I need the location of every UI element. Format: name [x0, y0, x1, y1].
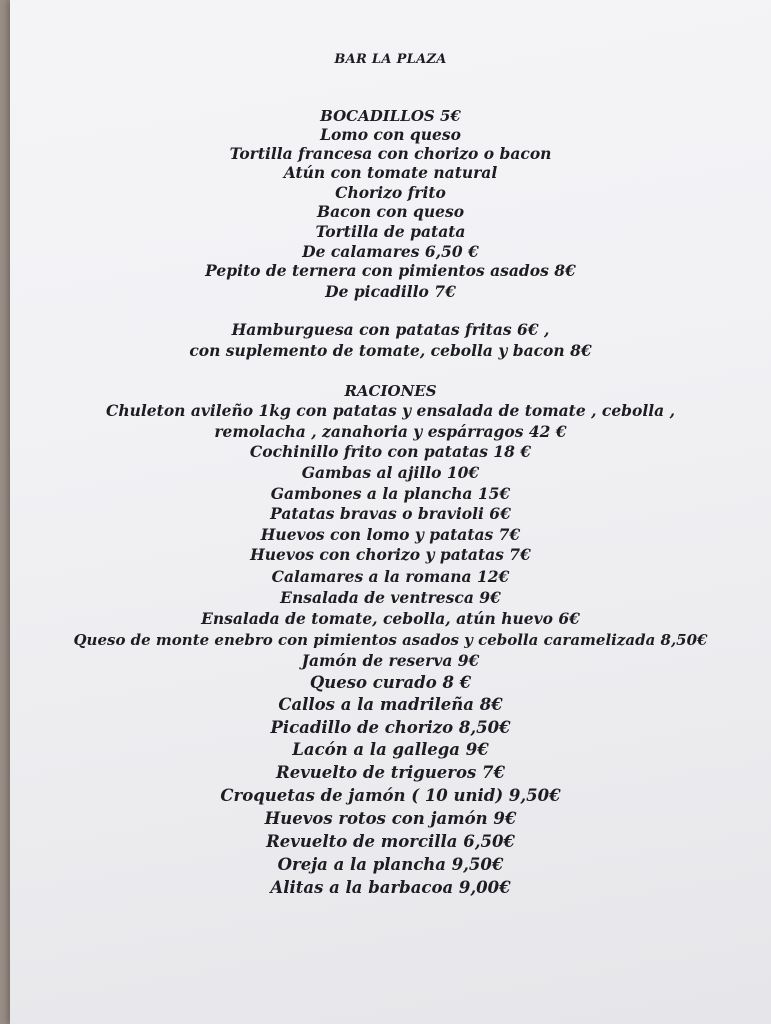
menu-item: Queso de monte enebro con pimientos asados y cebolla caramelizada 8,50€ — [73, 631, 708, 649]
menu-title: BAR LA PLAZA — [334, 52, 447, 67]
menu-item: Revuelto de morcilla 6,50€ — [266, 832, 515, 851]
section-heading-bocadillos: BOCADILLOS 5€ — [320, 107, 461, 125]
menu-item: Alitas a la barbacoa 9,00€ — [270, 878, 511, 897]
menu-item: Chorizo frito — [335, 183, 446, 202]
section-heading-raciones: RACIONES — [344, 382, 437, 400]
menu-item: Huevos con chorizo y patatas 7€ — [250, 545, 531, 564]
menu-item: De calamares 6,50 € — [302, 242, 479, 261]
menu-item: Queso curado 8 € — [309, 673, 472, 692]
menu-item: Gambones a la plancha 15€ — [270, 484, 511, 503]
menu-item: Ensalada de tomate, cebolla, atún huevo 6€ — [201, 609, 580, 628]
hamburguesa-line-1: Hamburguesa con patatas fritas 6€ , — [231, 320, 550, 339]
menu-item: Lacón a la gallega 9€ — [292, 740, 489, 759]
menu-item: Oreja a la plancha 9,50€ — [277, 855, 504, 874]
menu-item: Pepito de ternera con pimientos asados 8€ — [205, 261, 576, 280]
menu-item: Gambas al ajillo 10€ — [301, 463, 480, 482]
menu-item: Tortilla de patata — [315, 222, 466, 241]
hamburguesa-line-2: con suplemento de tomate, cebolla y bacon 8€ — [189, 341, 592, 360]
menu-item: Cochinillo frito con patatas 18 € — [249, 442, 532, 461]
menu-item: Huevos rotos con jamón 9€ — [264, 809, 517, 828]
menu-item: Jamón de reserva 9€ — [301, 651, 480, 670]
menu-item: Ensalada de ventresca 9€ — [280, 588, 501, 607]
menu-item: Bacon con queso — [316, 202, 465, 221]
menu-item: Chuleton avileño 1kg con patatas y ensalada de tomate , cebolla , — [106, 401, 675, 420]
menu-item: remolacha , zanahoria y espárragos 42 € — [214, 422, 567, 441]
menu-item: Tortilla francesa con chorizo o bacon — [229, 144, 552, 163]
menu-item: Patatas bravas o bravioli 6€ — [270, 504, 511, 523]
menu-item: Croquetas de jamón ( 10 unid) 9,50€ — [220, 786, 561, 805]
menu-item: De picadillo 7€ — [325, 282, 456, 301]
menu-item: Revuelto de trigueros 7€ — [275, 763, 506, 782]
menu-item: Calamares a la romana 12€ — [271, 567, 510, 586]
menu-item: Huevos con lomo y patatas 7€ — [260, 525, 521, 544]
menu-item: Callos a la madrileña 8€ — [278, 695, 503, 714]
menu-item: Picadillo de chorizo 8,50€ — [270, 718, 511, 737]
menu-item: Lomo con queso — [320, 125, 461, 144]
menu-item: Atún con tomate natural — [283, 163, 498, 182]
